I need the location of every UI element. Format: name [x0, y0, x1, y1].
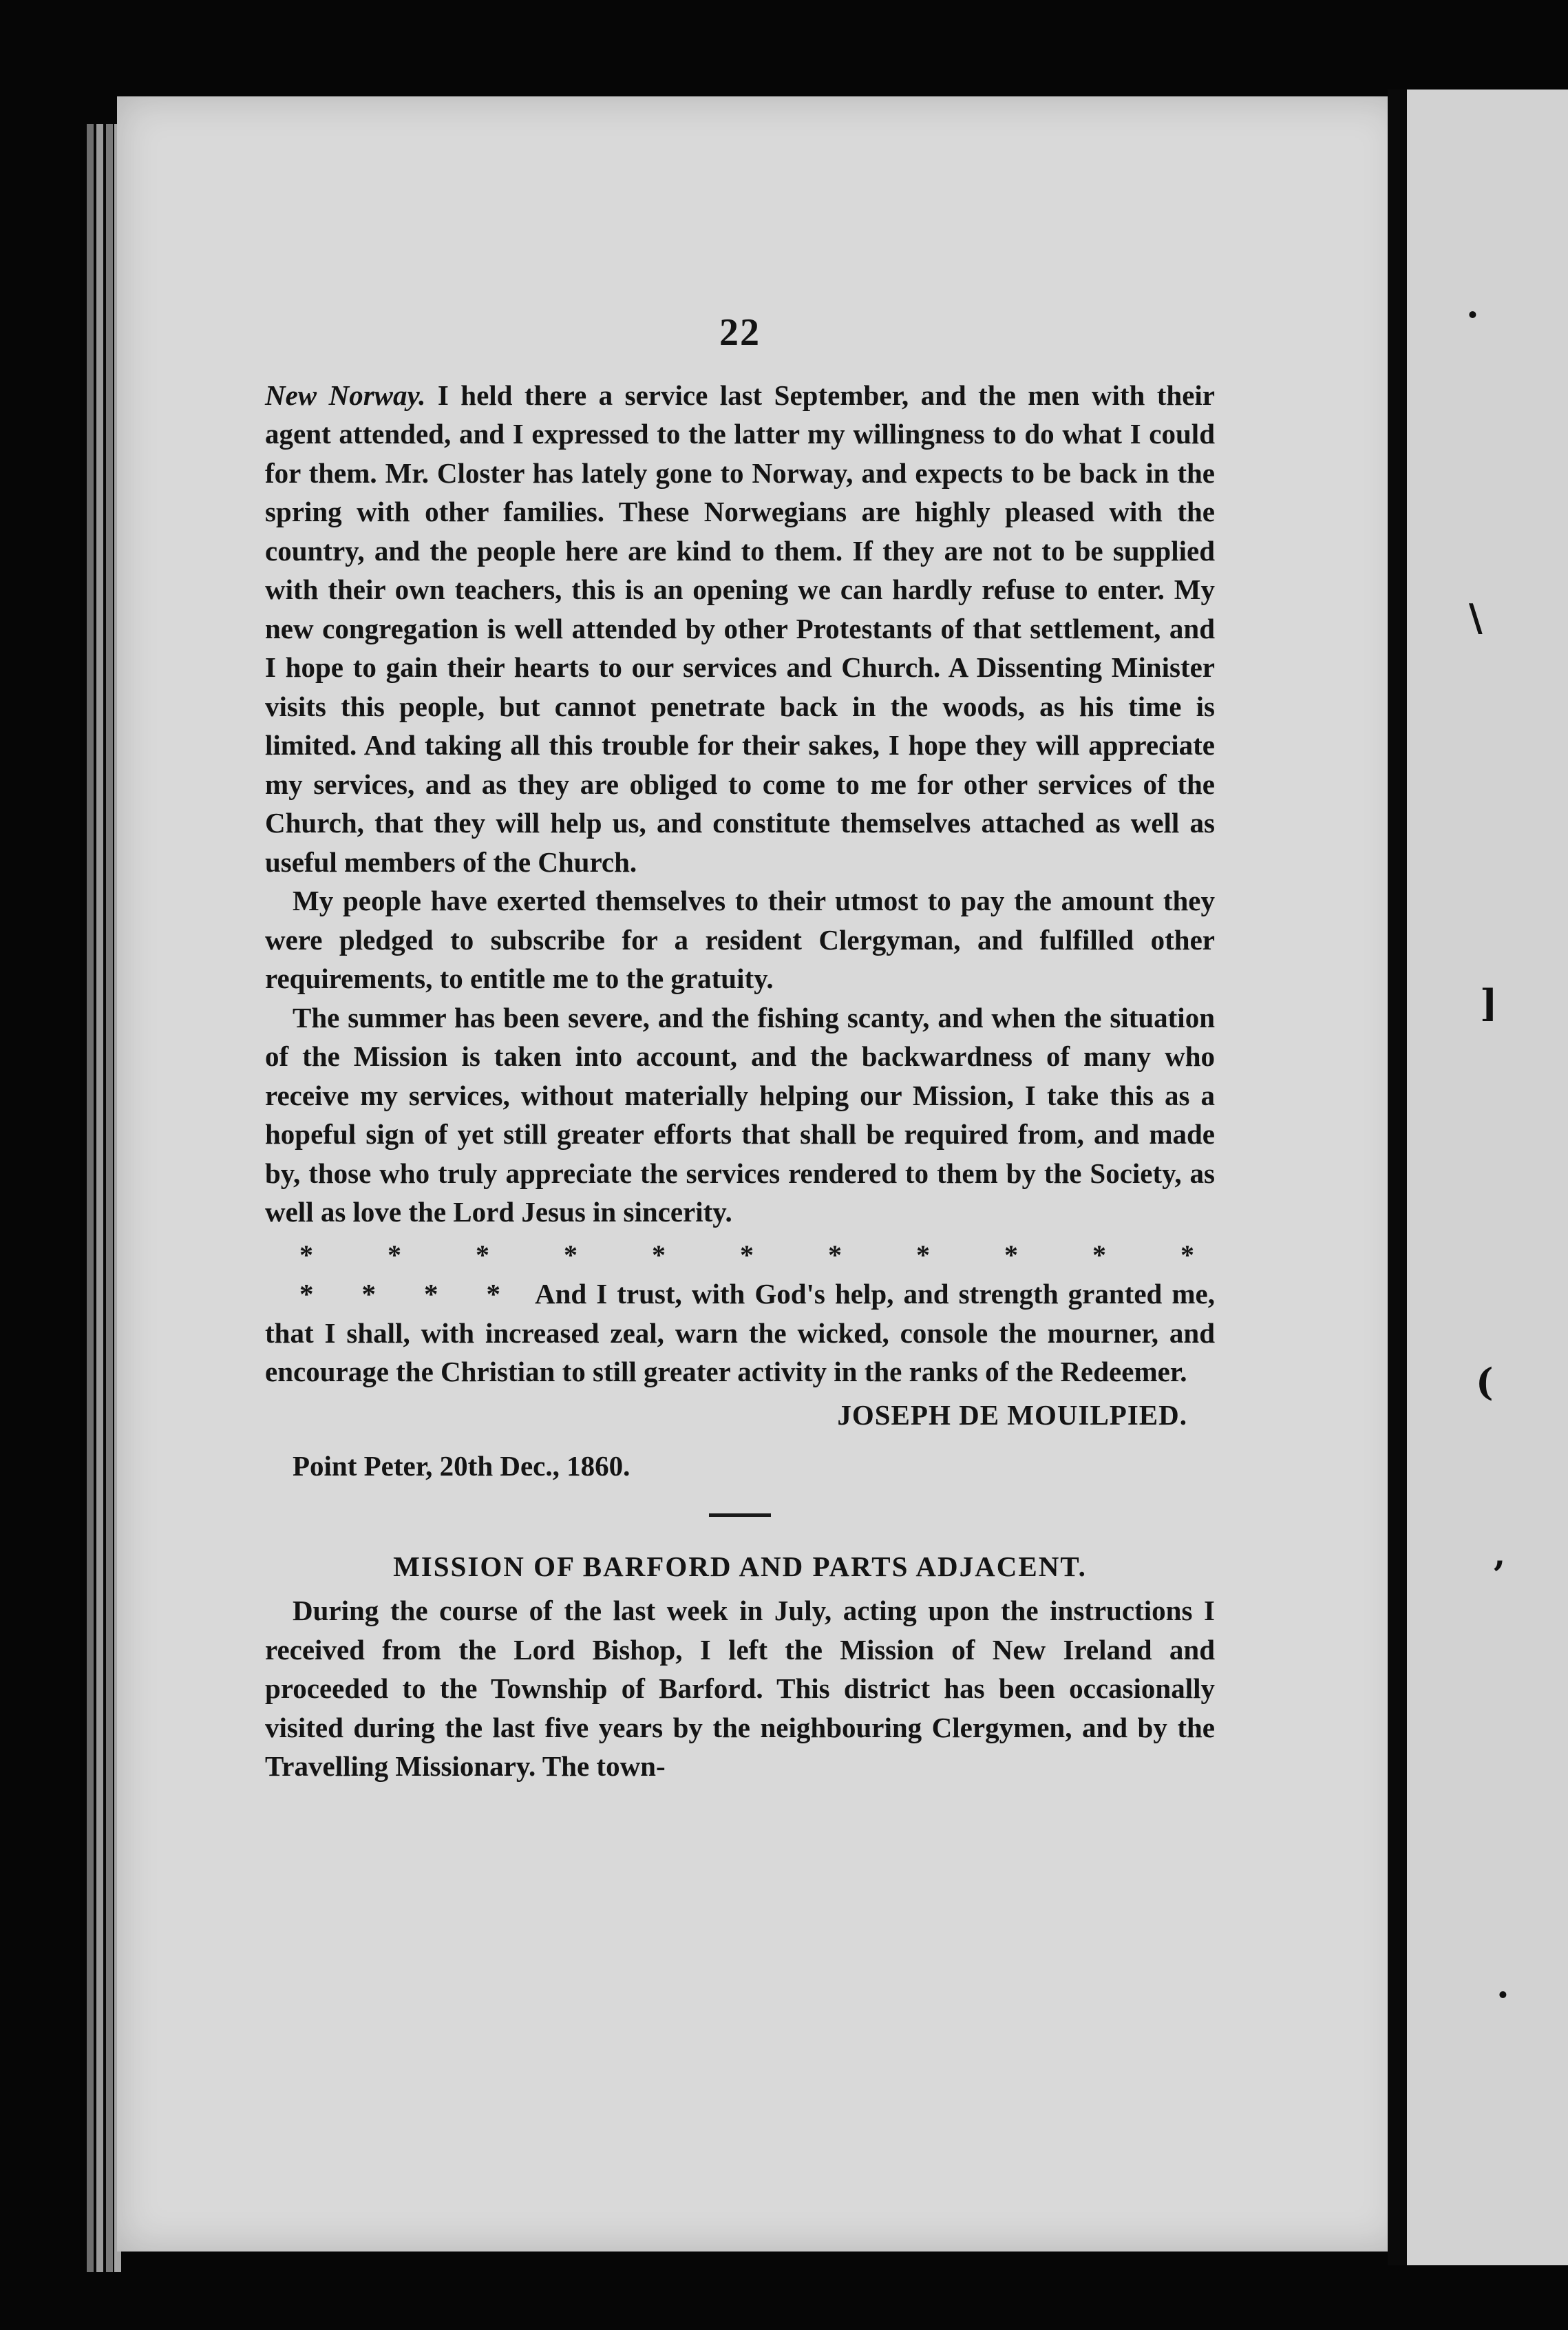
- bleed-mark: (: [1476, 1360, 1494, 1404]
- signature: JOSEPH DE MOUILPIED.: [837, 1398, 1187, 1431]
- asterisk: *: [916, 1239, 930, 1270]
- paragraph-summer: The summer has been severe, and the fishing scanty, and when the situation of the Mission is taken into account, and the backwardness of many who receive my services, without materially helping our Mission, I take this as a hopeful sign of yet still greater efforts that shall be required from, and made by, those who truly appreciate the services rendered to them by the Society, as well as love the Lord Jesus in sincerity.: [265, 1001, 1215, 1228]
- asterisk: *: [740, 1239, 754, 1270]
- asterisk: *: [486, 1278, 500, 1310]
- book-edge-strip: [106, 124, 113, 2272]
- asterisk: *: [1004, 1239, 1018, 1270]
- dateline: Point Peter, 20th Dec., 1860.: [293, 1450, 631, 1482]
- paragraph-subscription: My people have exerted themselves to their utmost to pay the amount they were pledged to subscribe for a resident Clergyman, and fulfilled other requirements, to entitle me to the gratuity.: [265, 885, 1215, 994]
- place-name: New Norway.: [265, 379, 426, 411]
- right-page-edge: [1407, 90, 1568, 2265]
- bleed-mark: \: [1469, 596, 1483, 640]
- paragraph-new-norway: [265, 376, 1215, 882]
- section-divider: [709, 1513, 771, 1517]
- asterisk: *: [476, 1239, 489, 1270]
- paragraph-text: I held there a service last September, and the men with their agent attended, and I expressed to the latter my willingness to do what I could for them. Mr. Closter has lately gone to Norway, and expects to be back in the spring with other families. These Norwegians are highly pleased with the country, and the people here are kind to them. If they are not to be supplied with their own teachers, this is an opening we can hardly refuse to enter. My new congregation is well attended by other Protestants of that settlement, and I hope to gain their hearts to our services and Church. A Dissenting Minister visits this people, but cannot penetrate back in the woods, as his time is limited. And taking all this trouble for their sakes, I hope they will appreciate my services, and as they are obliged to come to me for other services of the Church, that they will help us, and constitute themselves attached as well as useful members of the Church.: [265, 379, 1215, 878]
- bleed-mark: ]: [1480, 981, 1498, 1025]
- asterisk: *: [424, 1278, 438, 1310]
- section-heading: MISSION OF BARFORD AND PARTS ADJACENT.: [393, 1550, 1087, 1582]
- book-edge-strip: [96, 124, 103, 2272]
- bleed-mark: ·: [1496, 1973, 1509, 2017]
- book-gutter: [1388, 90, 1407, 2265]
- paragraph-text: And I trust, with God's help, and strength granted me, that I shall, with increased zeal, warn the wicked, console the mourner, and encourage the Christian to still greater activity in the ranks of the Redeemer.: [265, 1278, 1215, 1387]
- paragraph-barford: During the course of the last week in July, acting upon the instructions I received from the Lord Bishop, I left the Mission of New Ireland and proceeded to the Township of Barford. This district has been occasionally visited during the last five years by the neighbouring Clergymen, and by the Travelling Missionary. The town-: [265, 1595, 1215, 1782]
- bleed-mark: ·: [1466, 293, 1479, 337]
- page-number: 22: [719, 311, 761, 354]
- asterisk: *: [1180, 1239, 1194, 1270]
- asterisk: *: [299, 1278, 314, 1310]
- asterisk: *: [388, 1239, 401, 1270]
- bleed-mark: ’: [1492, 1553, 1505, 1597]
- asterisk: *: [652, 1239, 666, 1270]
- asterisk: *: [1092, 1239, 1106, 1270]
- page-text-block: [265, 313, 1215, 1786]
- asterisk-row: [265, 1236, 1215, 1275]
- asterisk: *: [299, 1239, 313, 1270]
- asterisk: *: [361, 1278, 376, 1310]
- book-edge-strip: [87, 124, 94, 2272]
- paragraph-closing: [265, 1274, 1215, 1392]
- asterisk-group: [265, 1274, 500, 1314]
- asterisk: *: [828, 1239, 842, 1270]
- asterisk: *: [564, 1239, 578, 1270]
